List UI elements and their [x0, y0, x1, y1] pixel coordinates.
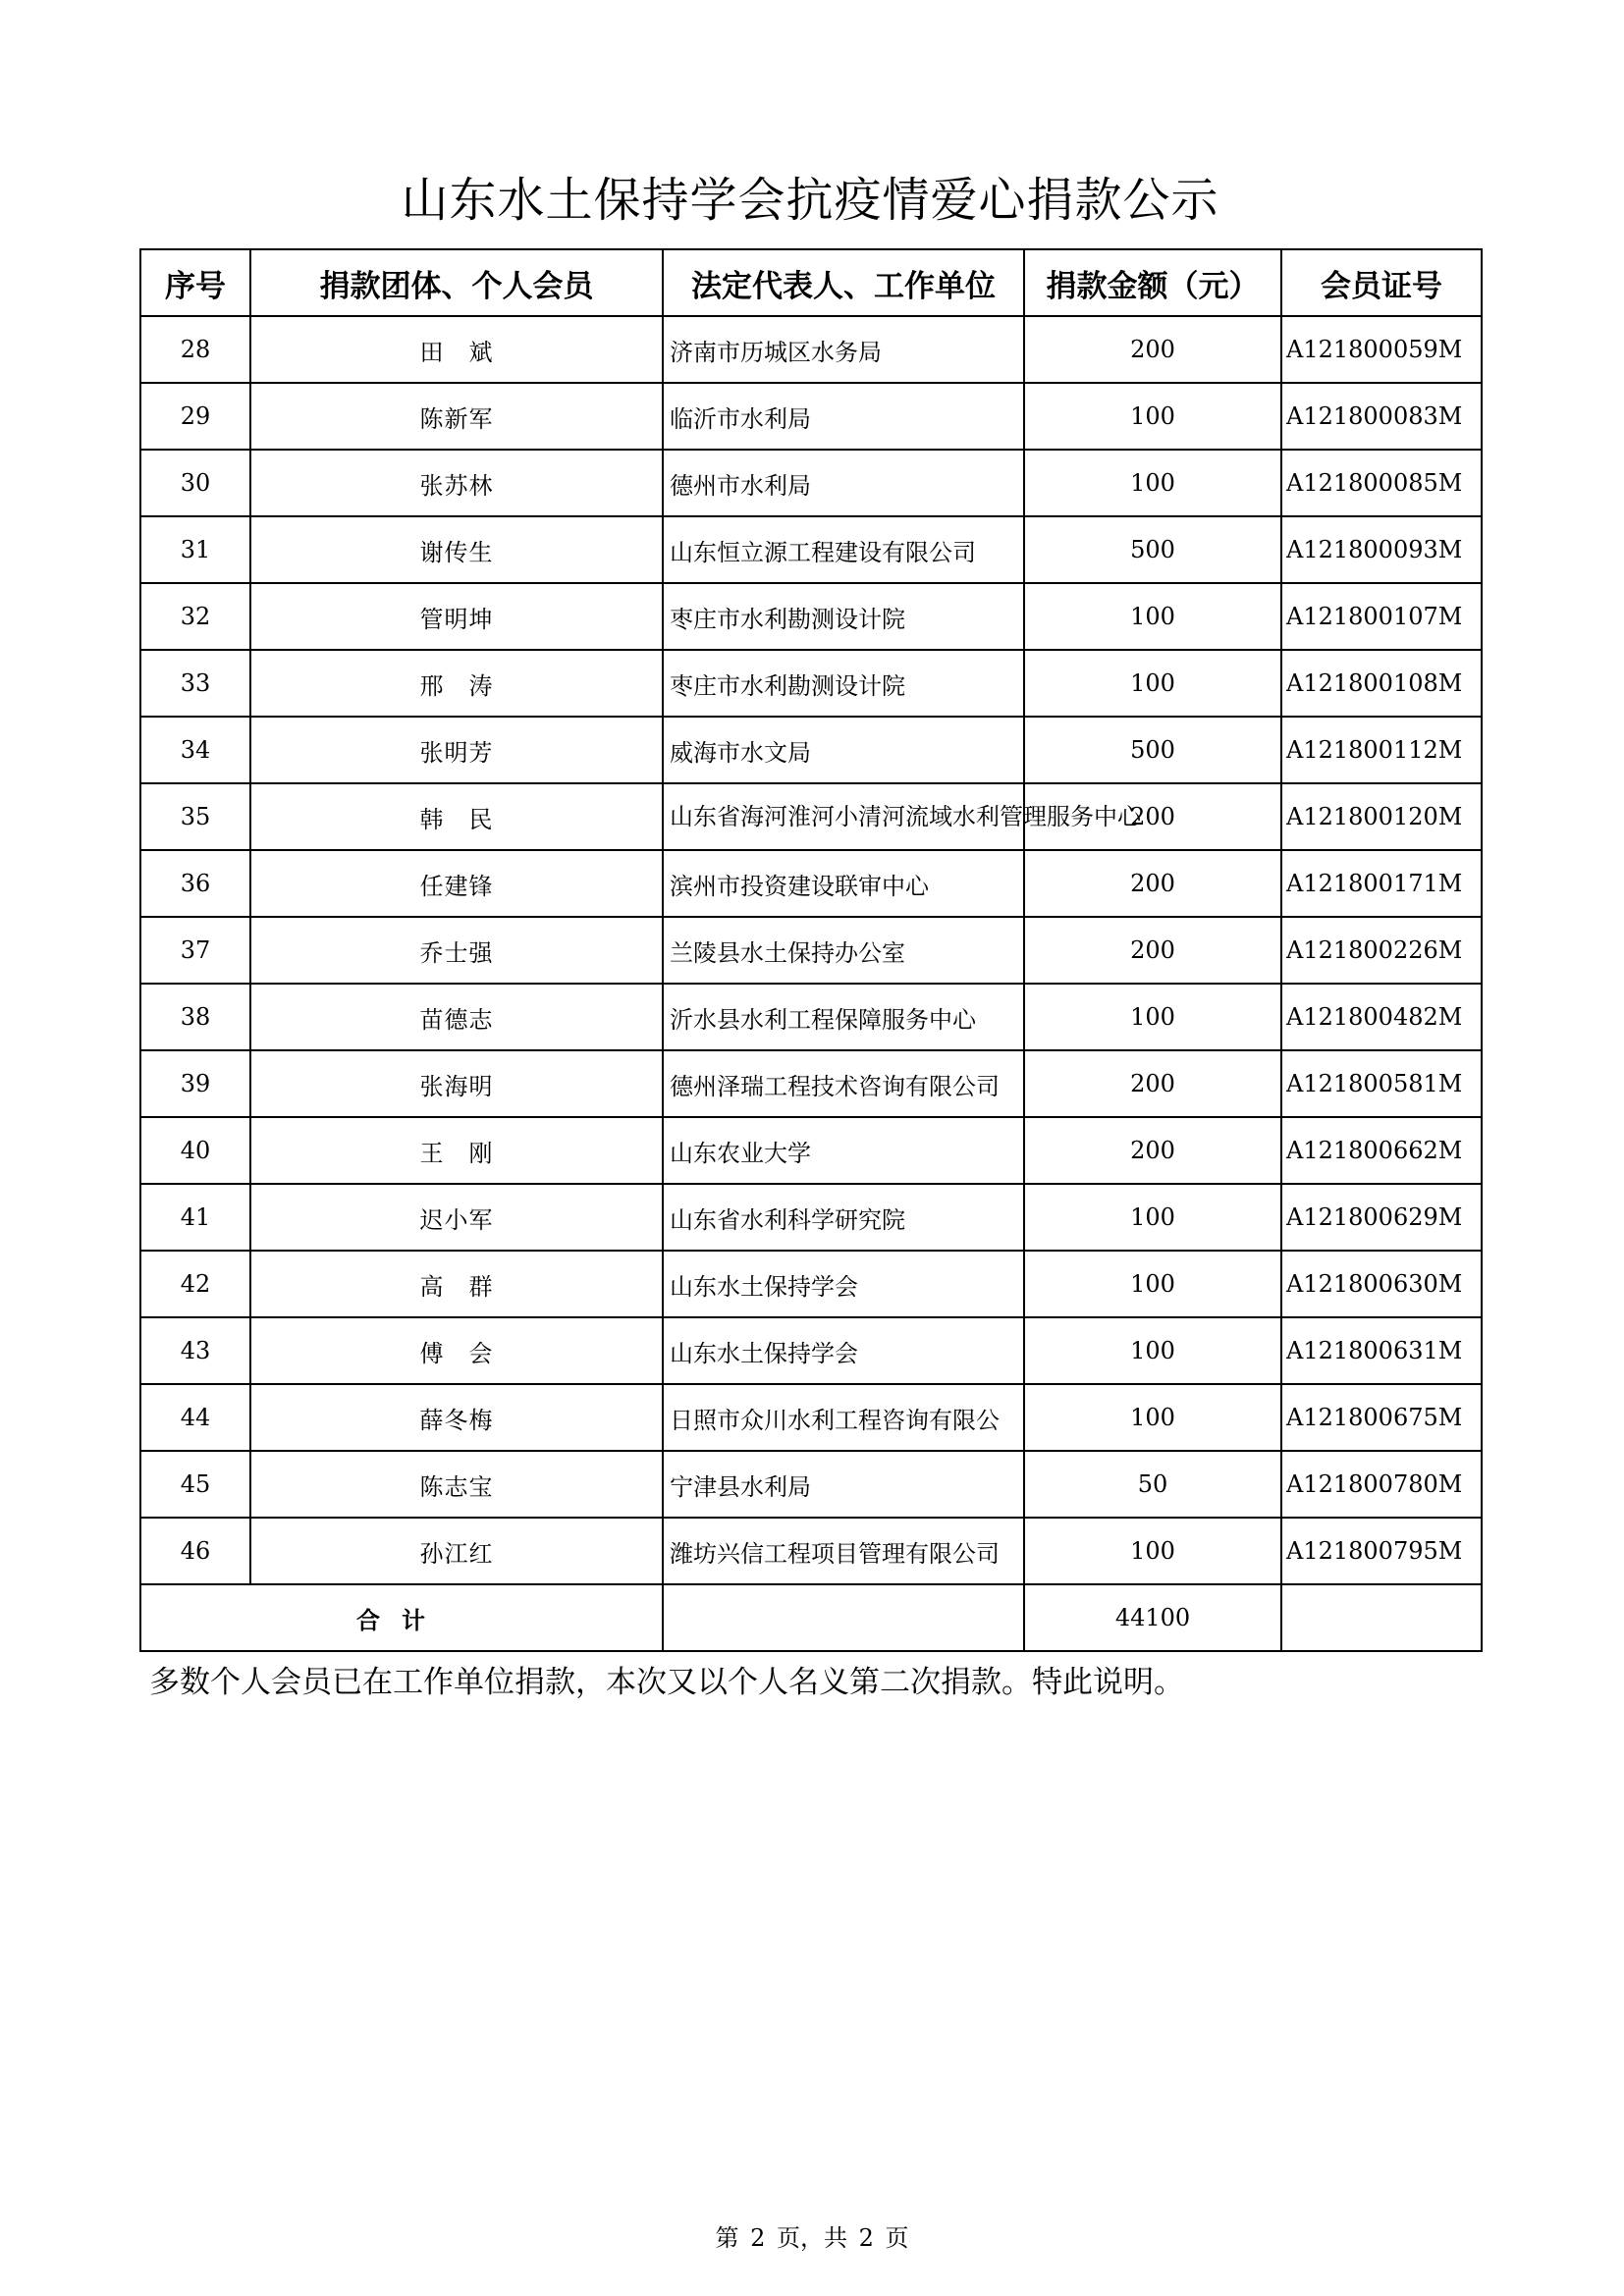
cell-serial-number: 33: [140, 650, 250, 717]
table-row: [140, 516, 1482, 583]
cell-amount: 100: [1024, 1184, 1281, 1251]
cell-work-unit: 山东省水利科学研究院: [663, 1184, 1024, 1251]
cell-donor-name: 邢 涛: [250, 650, 663, 717]
table-row: [140, 1317, 1482, 1384]
cell-work-unit: 威海市水文局: [663, 717, 1024, 783]
cell-amount: 100: [1024, 450, 1281, 516]
cell-work-unit: 潍坊兴信工程项目管理有限公司: [663, 1518, 1024, 1584]
cell-donor-name: 陈新军: [250, 383, 663, 450]
cell-amount: 500: [1024, 516, 1281, 583]
page-number: 第 2 页，共 2 页: [715, 2224, 909, 2252]
cell-amount: 200: [1024, 1050, 1281, 1117]
cell-serial-number: 37: [140, 917, 250, 984]
cell-member-id: A121800482M: [1281, 984, 1482, 1050]
cell-serial-number: 34: [140, 717, 250, 783]
cell-amount: 100: [1024, 1384, 1281, 1451]
cell-donor-name: 高 群: [250, 1251, 663, 1317]
table-row: [140, 383, 1482, 450]
cell-work-unit: 沂水县水利工程保障服务中心: [663, 984, 1024, 1050]
cell-work-unit: 山东农业大学: [663, 1117, 1024, 1184]
cell-member-id: A121800675M: [1281, 1384, 1482, 1451]
cell-member-id: A121800108M: [1281, 650, 1482, 717]
table-row: [140, 984, 1482, 1050]
cell-member-id: A121800581M: [1281, 1050, 1482, 1117]
cell-work-unit: 德州泽瑞工程技术咨询有限公司: [663, 1050, 1024, 1117]
header-amount: 捐款金额（元）: [1024, 249, 1281, 316]
cell-work-unit: 山东水土保持学会: [663, 1251, 1024, 1317]
table-header-row: [140, 249, 1482, 316]
cell-member-id: A121800795M: [1281, 1518, 1482, 1584]
cell-amount: 100: [1024, 1518, 1281, 1584]
cell-amount: 200: [1024, 917, 1281, 984]
cell-work-unit: 山东水土保持学会: [663, 1317, 1024, 1384]
cell-member-id: A121800226M: [1281, 917, 1482, 984]
cell-amount: 100: [1024, 650, 1281, 717]
cell-amount: 200: [1024, 783, 1281, 850]
cell-amount: 200: [1024, 1117, 1281, 1184]
cell-donor-name: 王 刚: [250, 1117, 663, 1184]
cell-donor-name: 孙江红: [250, 1518, 663, 1584]
cell-serial-number: 42: [140, 1251, 250, 1317]
table-row: [140, 783, 1482, 850]
cell-serial-number: 38: [140, 984, 250, 1050]
cell-work-unit: 山东恒立源工程建设有限公司: [663, 516, 1024, 583]
cell-serial-number: 28: [140, 316, 250, 383]
cell-amount: 100: [1024, 583, 1281, 650]
cell-member-id: A121800780M: [1281, 1451, 1482, 1518]
explanatory-note: 多数个人会员已在工作单位捐款，本次又以个人名义第二次捐款。特此说明。: [149, 1665, 1184, 1700]
header-serial-number: 序号: [140, 249, 250, 316]
cell-amount: 100: [1024, 383, 1281, 450]
total-label: 合计: [140, 1584, 663, 1651]
cell-donor-name: 薛冬梅: [250, 1384, 663, 1451]
cell-work-unit: 枣庄市水利勘测设计院: [663, 650, 1024, 717]
table-row: [140, 717, 1482, 783]
table-row: [140, 1184, 1482, 1251]
cell-amount: 200: [1024, 850, 1281, 917]
cell-work-unit: 山东省海河淮河小清河流域水利管理服务中心: [663, 783, 1024, 850]
cell-donor-name: 陈志宝: [250, 1451, 663, 1518]
cell-work-unit: 枣庄市水利勘测设计院: [663, 583, 1024, 650]
cell-serial-number: 45: [140, 1451, 250, 1518]
table-row: [140, 850, 1482, 917]
header-member-id: 会员证号: [1281, 249, 1482, 316]
cell-donor-name: 谢传生: [250, 516, 663, 583]
cell-member-id: A121800630M: [1281, 1251, 1482, 1317]
table-row: [140, 917, 1482, 984]
cell-work-unit: 济南市历城区水务局: [663, 316, 1024, 383]
cell-donor-name: 张苏林: [250, 450, 663, 516]
cell-donor-name: 韩 民: [250, 783, 663, 850]
cell-member-id: A121800112M: [1281, 717, 1482, 783]
table-row: [140, 650, 1482, 717]
cell-donor-name: 管明坤: [250, 583, 663, 650]
cell-member-id: A121800629M: [1281, 1184, 1482, 1251]
table-row: [140, 1251, 1482, 1317]
cell-amount: 500: [1024, 717, 1281, 783]
cell-work-unit: 兰陵县水土保持办公室: [663, 917, 1024, 984]
cell-serial-number: 46: [140, 1518, 250, 1584]
cell-serial-number: 40: [140, 1117, 250, 1184]
header-work-unit: 法定代表人、工作单位: [663, 249, 1024, 316]
cell-member-id: A121800631M: [1281, 1317, 1482, 1384]
cell-member-id: A121800120M: [1281, 783, 1482, 850]
cell-work-unit: 宁津县水利局: [663, 1451, 1024, 1518]
cell-serial-number: 32: [140, 583, 250, 650]
table-row: [140, 1384, 1482, 1451]
cell-serial-number: 36: [140, 850, 250, 917]
cell-donor-name: 乔士强: [250, 917, 663, 984]
cell-member-id: A121800171M: [1281, 850, 1482, 917]
cell-donor-name: 苗德志: [250, 984, 663, 1050]
table-row: [140, 316, 1482, 383]
donation-table: [139, 248, 1483, 1652]
cell-serial-number: 30: [140, 450, 250, 516]
cell-donor-name: 迟小军: [250, 1184, 663, 1251]
table-row: [140, 1518, 1482, 1584]
cell-member-id: A121800662M: [1281, 1117, 1482, 1184]
cell-member-id: A121800083M: [1281, 383, 1482, 450]
table-row: [140, 583, 1482, 650]
cell-member-id: A121800085M: [1281, 450, 1482, 516]
cell-donor-name: 任建锋: [250, 850, 663, 917]
page-title: 山东水土保持学会抗疫情爱心捐款公示: [401, 173, 1219, 228]
cell-amount: 100: [1024, 1251, 1281, 1317]
cell-amount: 200: [1024, 316, 1281, 383]
header-donor: 捐款团体、个人会员: [250, 249, 663, 316]
cell-serial-number: 31: [140, 516, 250, 583]
cell-work-unit: 日照市众川水利工程咨询有限公: [663, 1384, 1024, 1451]
table-row: [140, 1050, 1482, 1117]
cell-work-unit: 滨州市投资建设联审中心: [663, 850, 1024, 917]
cell-amount: 50: [1024, 1451, 1281, 1518]
cell-donor-name: 田 斌: [250, 316, 663, 383]
total-member-id-cell: [1281, 1584, 1482, 1651]
cell-serial-number: 41: [140, 1184, 250, 1251]
cell-donor-name: 张明芳: [250, 717, 663, 783]
table-row: [140, 1451, 1482, 1518]
total-amount: 44100: [1024, 1584, 1281, 1651]
cell-serial-number: 39: [140, 1050, 250, 1117]
cell-amount: 100: [1024, 1317, 1281, 1384]
cell-donor-name: 张海明: [250, 1050, 663, 1117]
table-row: [140, 450, 1482, 516]
cell-work-unit: 临沂市水利局: [663, 383, 1024, 450]
cell-amount: 100: [1024, 984, 1281, 1050]
cell-member-id: A121800093M: [1281, 516, 1482, 583]
cell-member-id: A121800107M: [1281, 583, 1482, 650]
table-row: [140, 1117, 1482, 1184]
cell-work-unit: 德州市水利局: [663, 450, 1024, 516]
cell-serial-number: 29: [140, 383, 250, 450]
cell-donor-name: 傅 会: [250, 1317, 663, 1384]
cell-member-id: A121800059M: [1281, 316, 1482, 383]
cell-serial-number: 44: [140, 1384, 250, 1451]
total-unit-cell: [663, 1584, 1024, 1651]
total-row: [140, 1584, 1482, 1651]
cell-serial-number: 43: [140, 1317, 250, 1384]
cell-serial-number: 35: [140, 783, 250, 850]
